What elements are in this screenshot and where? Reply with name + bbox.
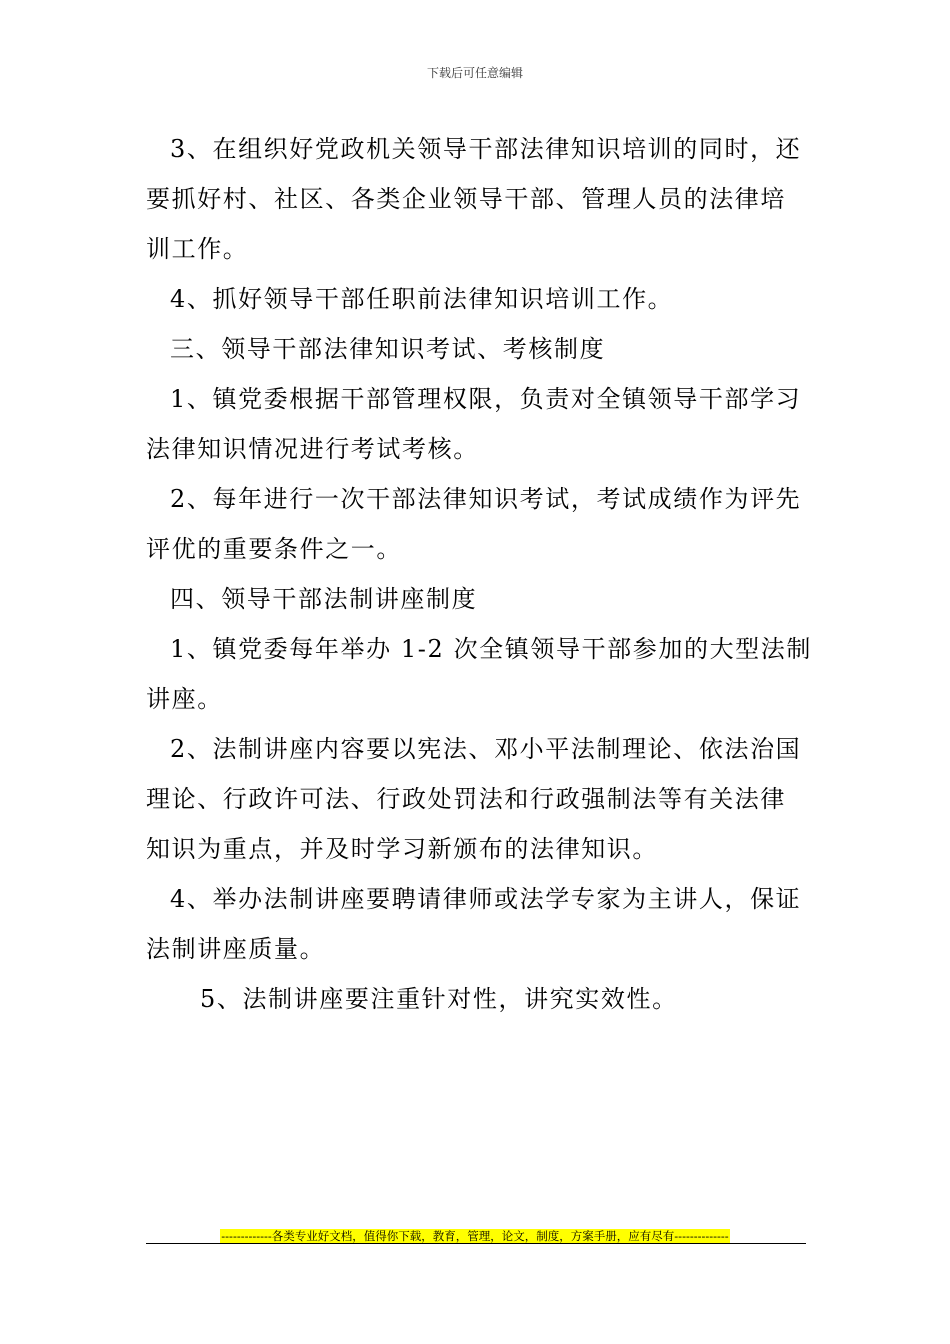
text-line: 讲座。 <box>146 685 223 713</box>
text-line: 训工作。 <box>146 235 249 263</box>
footer-divider <box>146 1243 806 1244</box>
text-line: 4、抓好领导干部任职前法律知识培训工作。 <box>170 285 674 313</box>
text-line: 法律知识情况进行考试考核。 <box>146 435 479 463</box>
footer-promo-text: -------------各类专业好文档，值得你下载，教育，管理，论文，制度，方案手册，应有尽有-------------- <box>221 1229 729 1243</box>
text-line: 理论、行政许可法、行政处罚法和行政强制法等有关法律 <box>146 785 786 813</box>
text-line: 2、法制讲座内容要以宪法、邓小平法制理论、依法治国 <box>170 735 802 763</box>
page-footer <box>0 1225 950 1244</box>
text-line: 2、每年进行一次干部法律知识考试，考试成绩作为评先 <box>170 485 802 513</box>
section-heading: 三、领导干部法律知识考试、考核制度 <box>170 335 606 363</box>
text-line: 5、法制讲座要注重针对性，讲究实效性。 <box>200 985 678 1013</box>
page-header: 下载后可任意编辑 <box>426 66 523 80</box>
text-line: 评优的重要条件之一。 <box>146 535 402 563</box>
text-line: 4、举办法制讲座要聘请律师或法学专家为主讲人，保证 <box>170 885 802 913</box>
text-line: 1、镇党委每年举办 1-2 次全镇领导干部参加的大型法制 <box>170 635 812 663</box>
text-line: 要抓好村、社区、各类企业领导干部、管理人员的法律培 <box>146 185 786 213</box>
section-heading: 四、领导干部法制讲座制度 <box>170 585 478 613</box>
text-line: 1、镇党委根据干部管理权限，负责对全镇领导干部学习 <box>170 385 802 413</box>
text-line: 知识为重点，并及时学习新颁布的法律知识。 <box>146 835 658 863</box>
text-line: 法制讲座质量。 <box>146 935 326 963</box>
document-body <box>146 124 810 1024</box>
text-line: 3、在组织好党政机关领导干部法律知识培训的同时，还 <box>170 135 802 163</box>
